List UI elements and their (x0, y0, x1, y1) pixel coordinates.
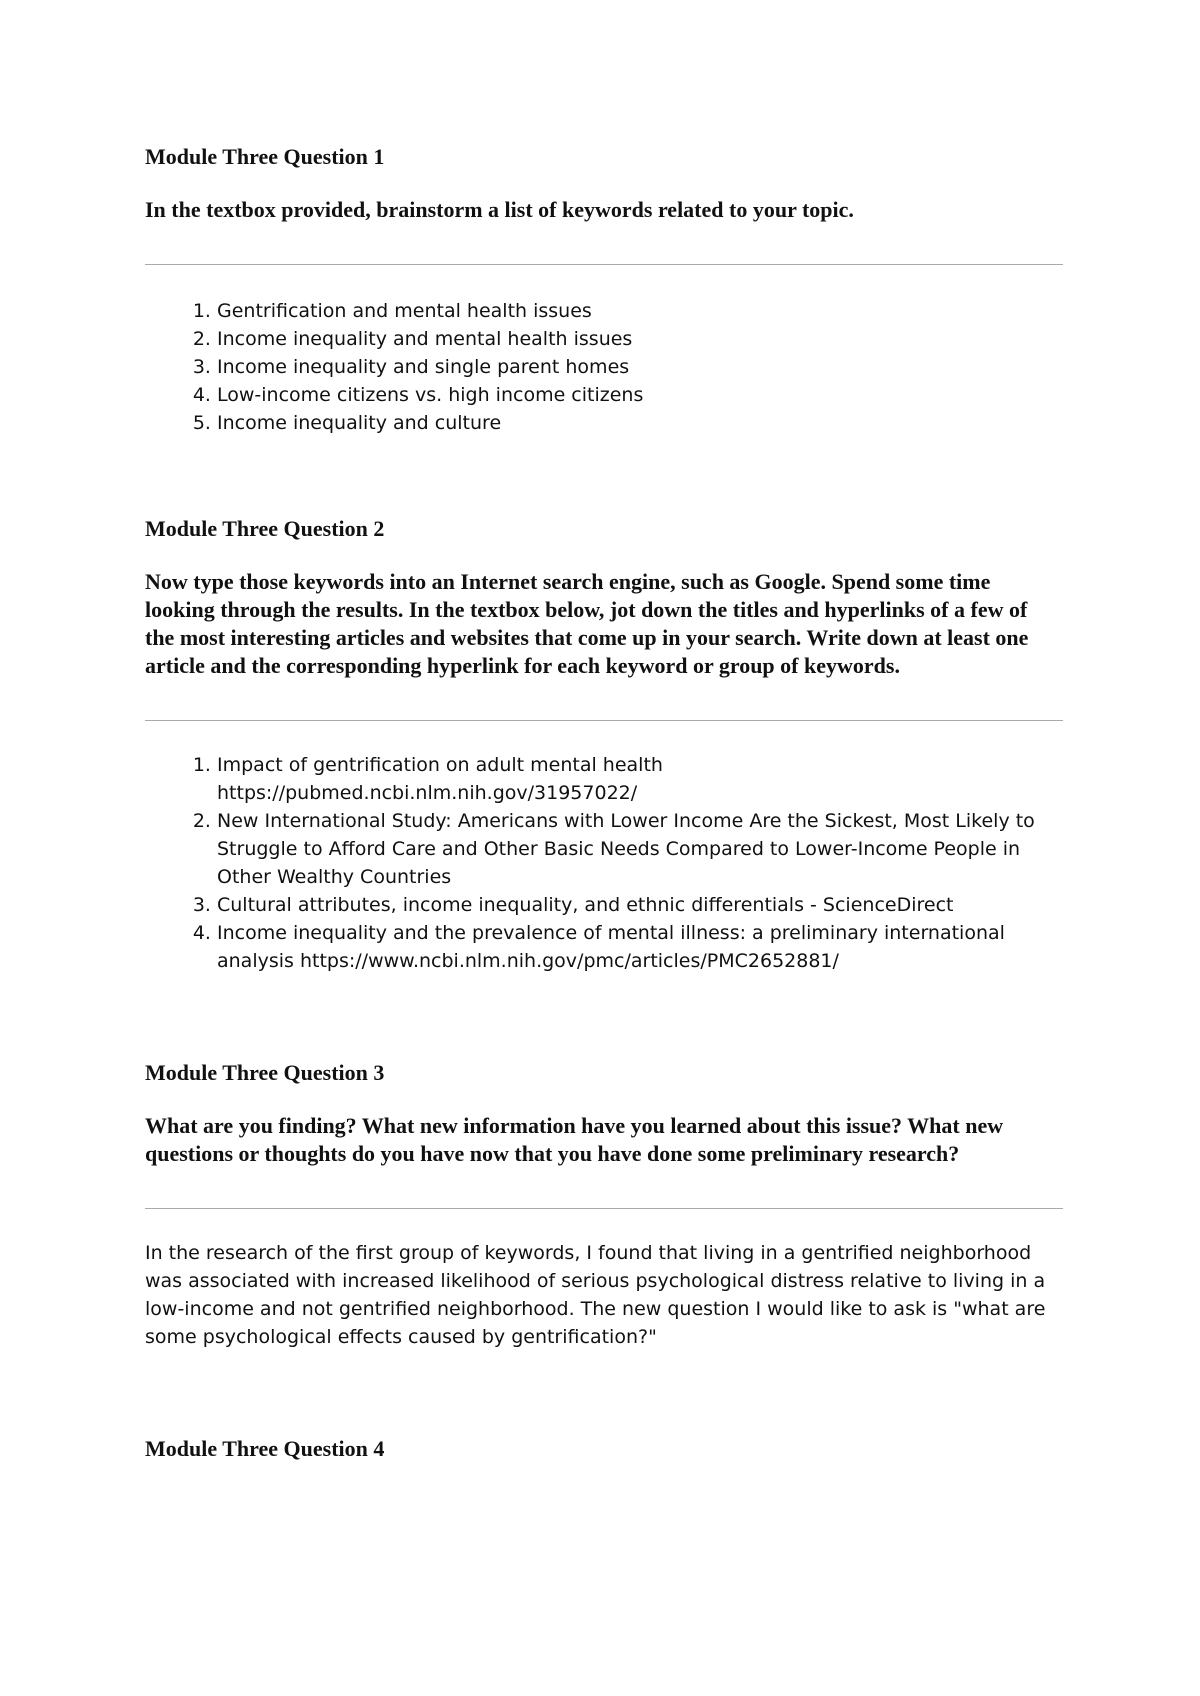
list-item: 1. Gentrification and mental health issues (217, 297, 1063, 325)
question-3-answer: In the research of the first group of keywords, I found that living in a gentrified neighborhood was associated with increased likelihood of serious psychological distress relative to living in a low-income and not gentrified neighborhood. The new question I would like to ask is "what are some psychological effects caused by gentrification?" (145, 1242, 1046, 1348)
question-4-title: Module Three Question 4 (145, 1436, 385, 1461)
list-item: 3. Income inequality and single parent homes (217, 353, 1063, 381)
question-1-answer-list (145, 297, 1063, 437)
question-2-divider (145, 720, 1063, 721)
list-item: 2. Income inequality and mental health issues (217, 325, 1063, 353)
question-1-divider (145, 264, 1063, 265)
question-3-prompt: What are you finding? What new information have you learned about this issue? What new questions or thoughts do you have now that you have done some preliminary research? (145, 1113, 1004, 1166)
question-1-title: Module Three Question 1 (145, 144, 385, 169)
question-2-title: Module Three Question 2 (145, 516, 385, 541)
question-1-prompt: In the textbox provided, brainstorm a list of keywords related to your topic. (145, 197, 854, 222)
question-3-title: Module Three Question 3 (145, 1060, 385, 1085)
list-item: 3. Cultural attributes, income inequality, and ethnic differentials - ScienceDirect (217, 891, 1063, 919)
list-item: 2. New International Study: Americans with Lower Income Are the Sickest, Most Likely to Struggle to Afford Care and Other Basic Needs Compared to Lower-Income People in Other Wealthy Countries (217, 807, 1063, 891)
question-2-answer-list (145, 751, 1063, 975)
question-3-divider (145, 1208, 1063, 1209)
list-item: 5. Income inequality and culture (217, 409, 1063, 437)
question-2-prompt: Now type those keywords into an Internet search engine, such as Google. Spend some time looking through the results. In the textbox below, jot down the titles and hyperlinks of a few of the most interesting articles and websites that come up in your search. Write down at least one article and the corresponding hyperlink for each keyword or group of keywords. (145, 569, 1029, 678)
list-item: 4. Income inequality and the prevalence of mental illness: a preliminary international analysis https://www.ncbi.nlm.nih.gov/pmc/articles/PMC2652881/ (217, 919, 1063, 975)
list-item: 4. Low-income citizens vs. high income citizens (217, 381, 1063, 409)
list-item: 1. Impact of gentrification on adult mental health https://pubmed.ncbi.nlm.nih.gov/31957022/ (217, 751, 1063, 807)
